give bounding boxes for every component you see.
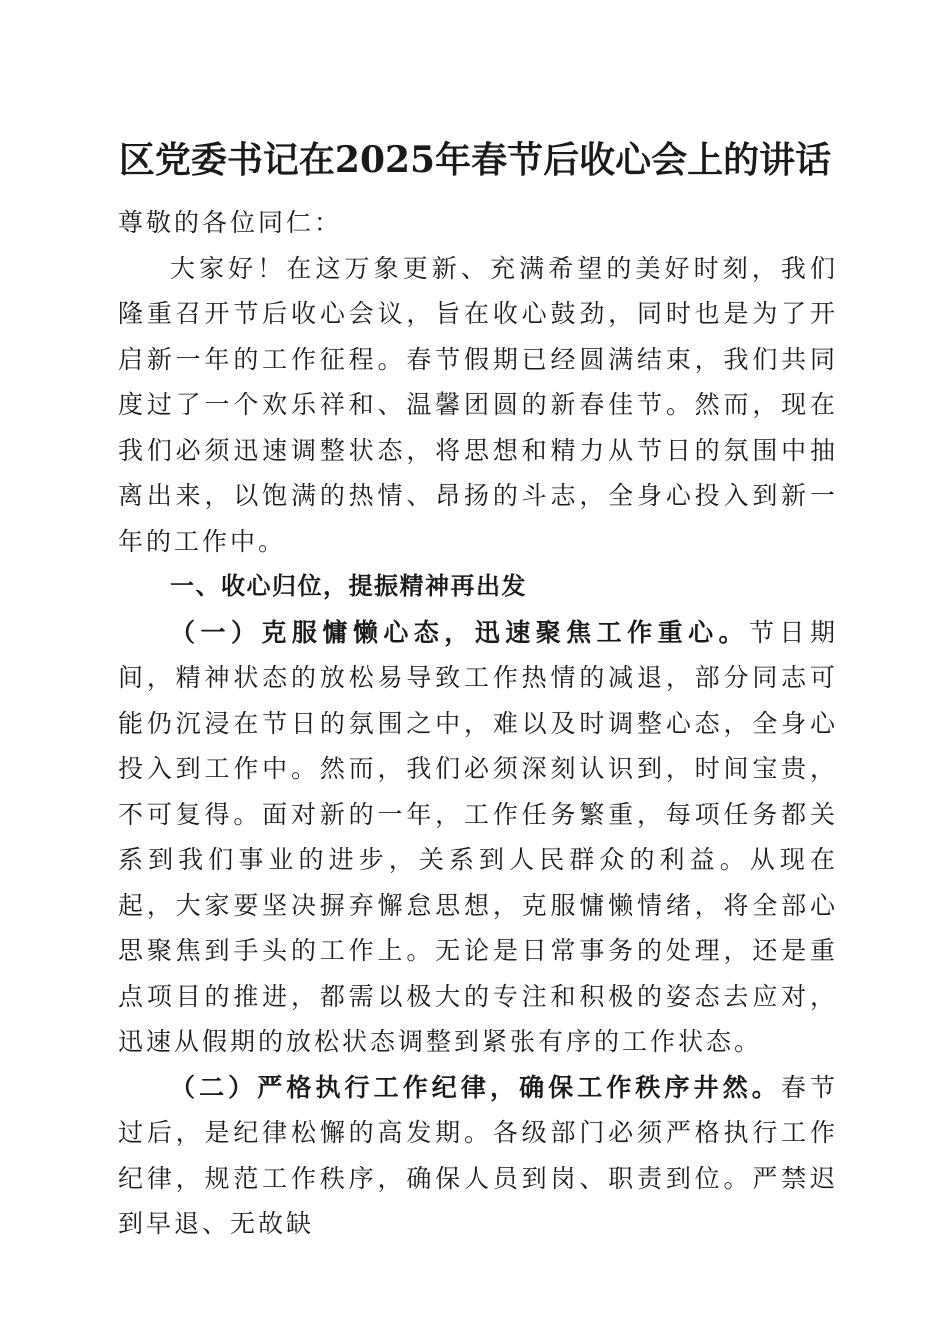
subsection-1-paragraph [118,610,838,1065]
document-body [118,200,838,1247]
section-heading-1: 一、收心归位，提振精神再出发 [170,572,527,600]
intro-paragraph: 大家好！在这万象更新、充满希望的美好时刻，我们隆重召开节后收心会议，旨在收心鼓劲，同时也是为了开启新一年的工作征程。春节假期已经圆满结束，我们共同度过了一个欢乐祥和、温馨团圆的新春佳节。然而，现在我们必须迅速调整状态，将思想和精力从节日的氛围中抽离出来，以饱满的热情、昂扬的斗志，全身心投入到新一年的工作中。 [118,253,838,556]
document-title: 区党委书记在2025年春节后收心会上的讲话 [118,139,832,181]
subsection-1-body: 节日期间，精神状态的放松易导致工作热情的减退，部分同志可能仍沉浸在节日的氛围之中，难以及时调整心态，全身心投入到工作中。然而，我们必须深刻认识到，时间宝贵，不可复得。面对新的一年，工作任务繁重，每项任务都关系到我们事业的进步，关系到人民群众的利益。从现在起，大家要坚决摒弃懈怠思想，克服慵懒情绪，将全部心思聚焦到手头的工作上。无论是日常事务的处理，还是重点项目的推进，都需以极大的专注和积极的姿态去应对，迅速从假期的放松状态调整到紧张有序的工作状态。 [118,617,838,1056]
greeting: 尊敬的各位同仁： [118,208,343,237]
subsection-2-lead: （二）严格执行工作纪律，确保工作秩序井然。 [170,1072,781,1102]
subsection-2-paragraph [118,1065,838,1247]
subsection-1-lead: （一）克服慵懒心态，迅速聚焦工作重心。 [170,617,750,647]
subsection-2-body: 春节过后，是纪律松懈的高发期。各级部门必须严格执行工作纪律，规范工作秩序，确保人员到岗、职责到位。严禁迟到早退、无故缺 [118,1072,838,1238]
